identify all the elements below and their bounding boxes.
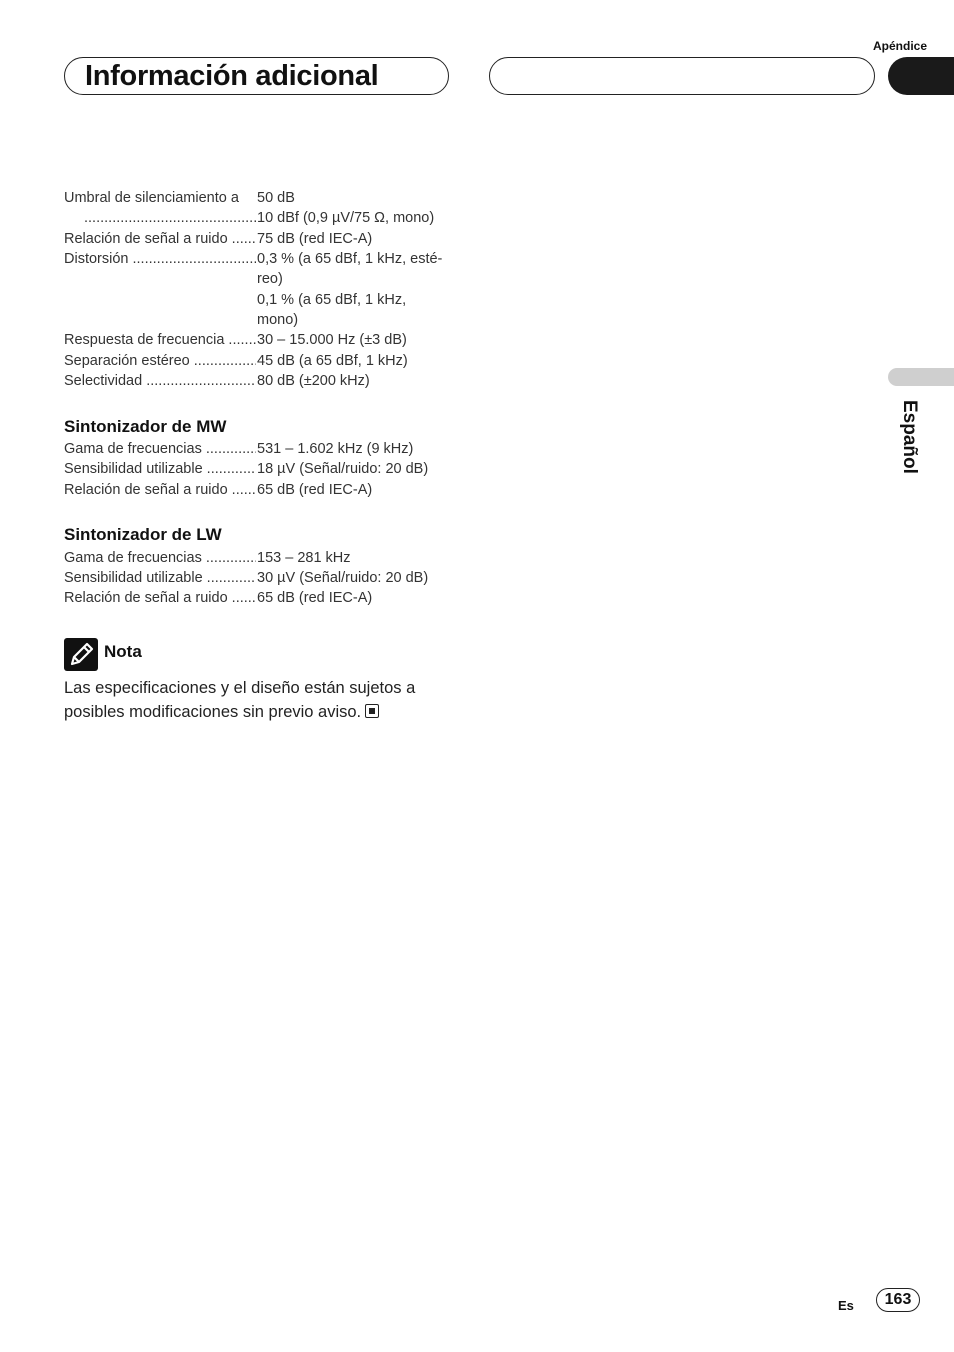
section-tab-marker <box>888 57 954 95</box>
spec-label: Sensibilidad utilizable ..... <box>64 568 256 588</box>
spec-row <box>64 330 454 350</box>
language-code: Es <box>838 1298 854 1313</box>
spec-row <box>64 480 454 500</box>
page-number: 163 <box>876 1288 920 1312</box>
spec-row <box>64 290 454 310</box>
spec-label: Respuesta de frecuencia ..... <box>64 330 256 350</box>
header-empty-box <box>489 57 875 95</box>
spec-value: 531 – 1.602 kHz (9 kHz) <box>257 441 414 457</box>
spec-value: 45 dB (a 65 dBf, 1 kHz) <box>257 353 408 369</box>
language-tab-marker <box>888 368 954 386</box>
spec-row <box>64 439 454 459</box>
spec-label: Relación de señal a ruido ..... <box>64 480 256 500</box>
spec-value: 75 dB (red IEC-A) <box>257 231 373 247</box>
spec-label: Sensibilidad utilizable ..... <box>64 459 256 479</box>
spec-value: 18 µV (Señal/ruido: 20 dB) <box>257 461 429 477</box>
spec-row <box>64 188 454 208</box>
spec-row <box>64 249 454 269</box>
note-text: Las especificaciones y el diseño están sujetos a posibles modificaciones sin previo aviso. <box>64 679 416 721</box>
spec-row <box>64 588 454 608</box>
spec-value: mono) <box>257 312 299 328</box>
spec-label: Gama de frecuencias ..... <box>64 548 256 568</box>
spec-row <box>64 208 454 228</box>
spec-value: 80 dB (±200 kHz) <box>257 373 370 389</box>
spec-value: 30 µV (Señal/ruido: 20 dB) <box>257 570 429 586</box>
note-body <box>64 676 454 724</box>
spec-row <box>64 269 454 289</box>
language-label: Español <box>899 400 920 474</box>
spec-value: 10 dBf (0,9 µV/75 Ω, mono) <box>257 210 435 226</box>
spec-value: 153 – 281 kHz <box>257 550 351 566</box>
lw-heading: Sintonizador de LW <box>64 525 222 544</box>
spec-label: Umbral de silenciamiento a <box>64 190 239 206</box>
mw-heading: Sintonizador de MW <box>64 417 227 436</box>
spec-label: Relación de señal a ruido ..... <box>64 588 256 608</box>
note-title: Nota <box>104 642 142 661</box>
spec-value: 50 dB <box>257 190 295 206</box>
spec-row <box>64 459 454 479</box>
spec-value: 0,1 % (a 65 dBf, 1 kHz, <box>257 292 407 308</box>
note-pencil-icon <box>64 638 98 671</box>
spec-value: 30 – 15.000 Hz (±3 dB) <box>257 332 407 348</box>
spec-value: 65 dB (red IEC-A) <box>257 482 373 498</box>
spec-value: reo) <box>257 271 283 287</box>
end-square-icon <box>365 704 379 718</box>
spec-label: Gama de frecuencias ..... <box>64 439 256 459</box>
spec-label: Distorsión ..... <box>64 249 256 269</box>
spec-label: Separación estéreo ..... <box>64 351 256 371</box>
spec-row <box>64 351 454 371</box>
spec-row <box>64 310 454 330</box>
title-box <box>64 57 449 95</box>
spec-value: 65 dB (red IEC-A) <box>257 590 373 606</box>
spec-label <box>84 208 256 228</box>
spec-row <box>64 548 454 568</box>
spec-value: 0,3 % (a 65 dBf, 1 kHz, esté- <box>257 251 443 267</box>
spec-label: Selectividad ..... <box>64 371 256 391</box>
spec-row <box>64 229 454 249</box>
spec-row <box>64 371 454 391</box>
spec-row <box>64 568 454 588</box>
page-title: Información adicional <box>85 60 379 92</box>
section-label: Apéndice <box>872 39 927 53</box>
spec-label: Relación de señal a ruido ..... <box>64 229 256 249</box>
